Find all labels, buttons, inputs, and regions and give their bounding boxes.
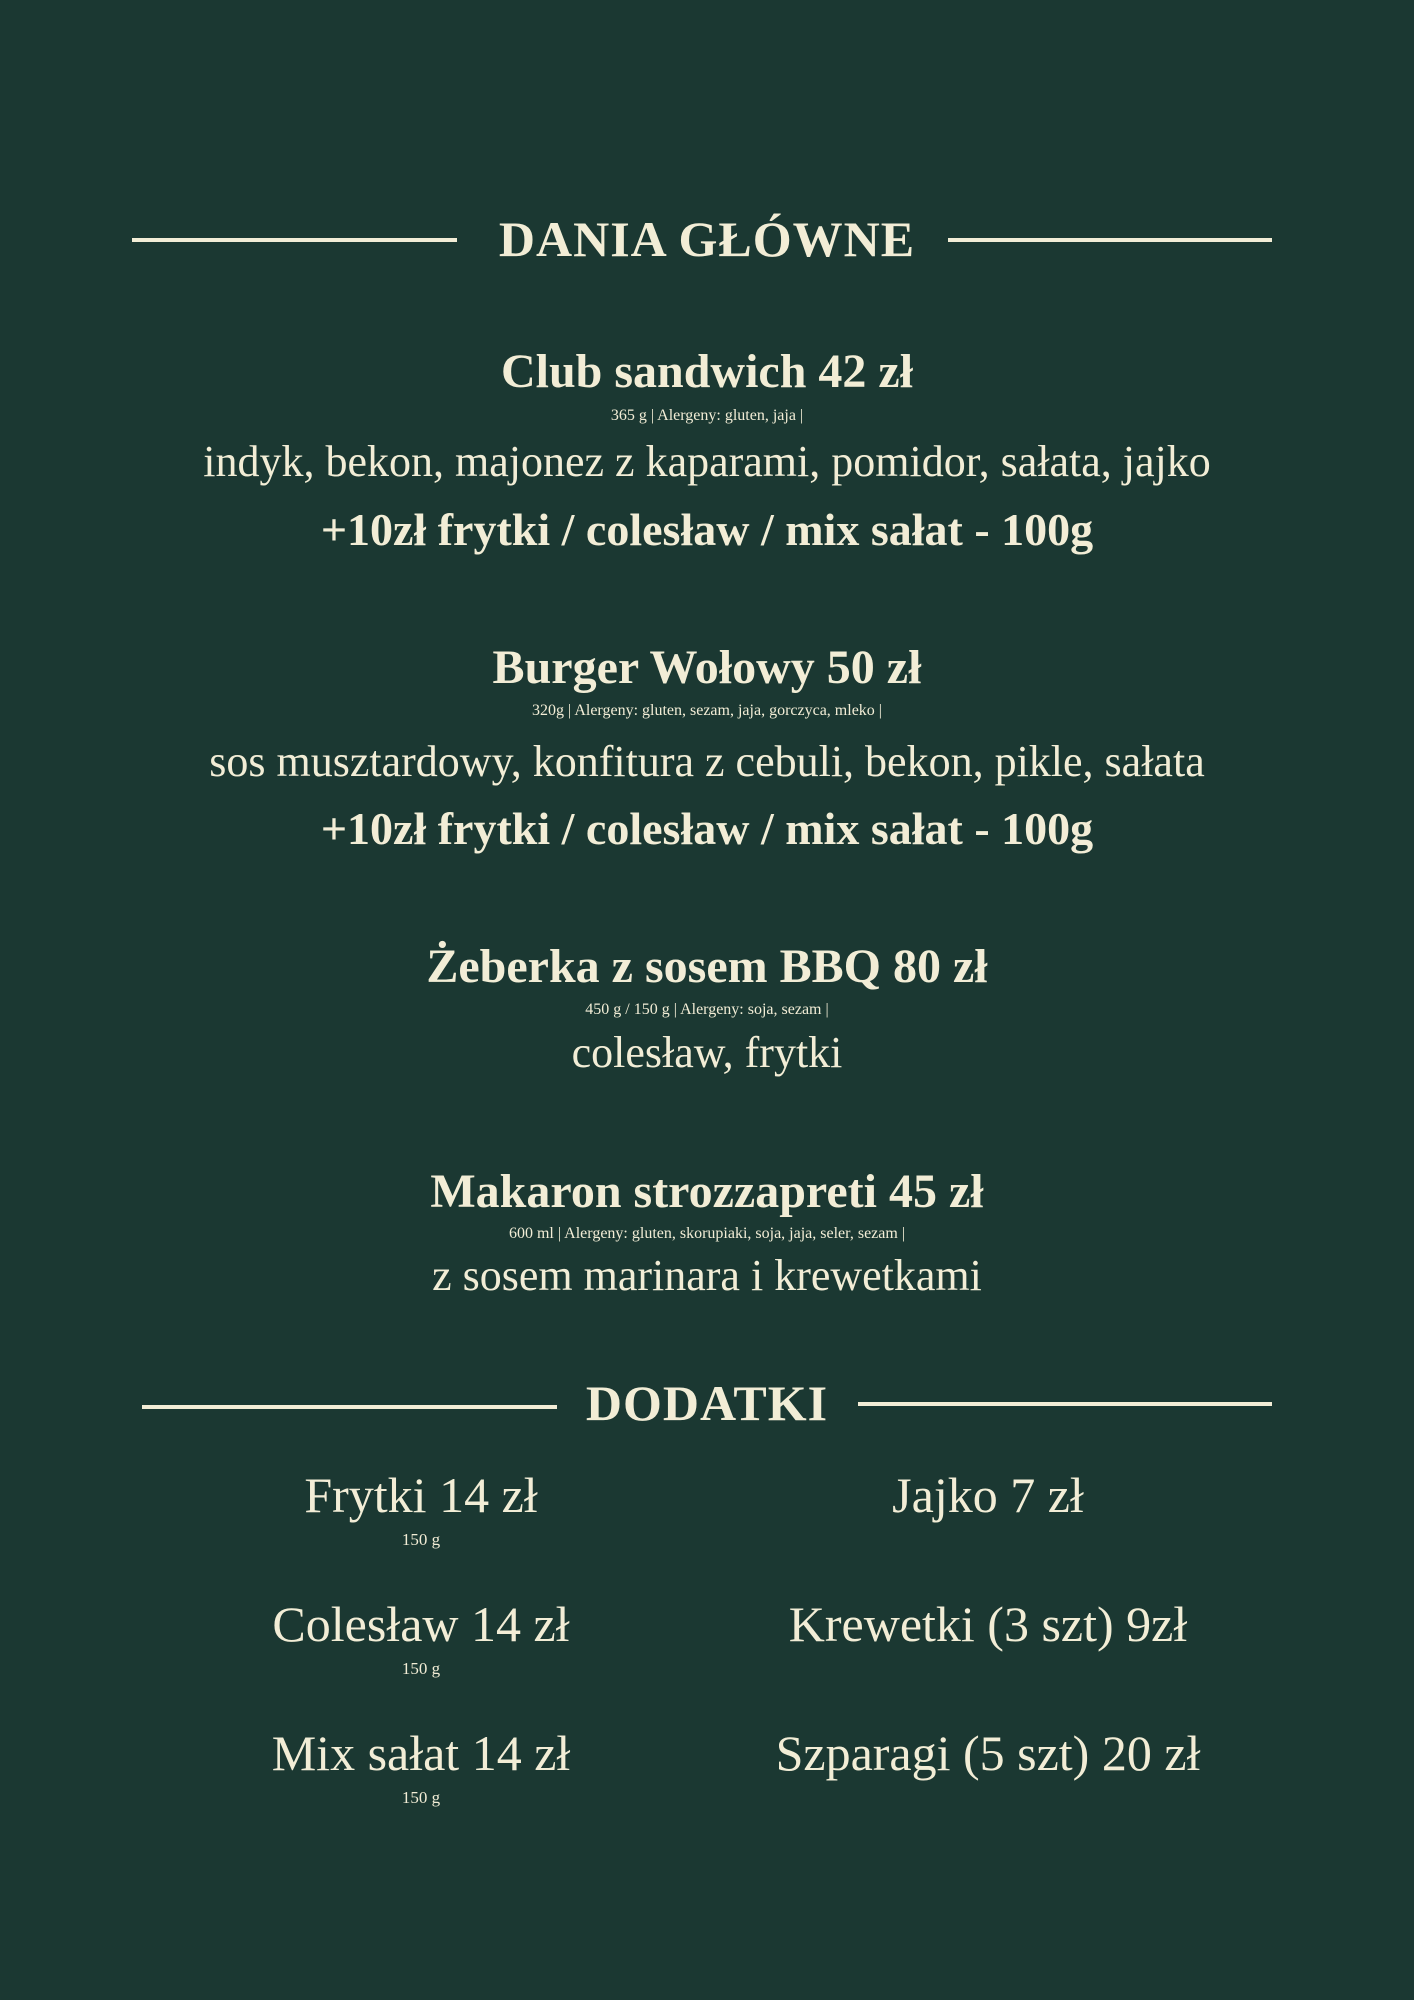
dish-meta: 320g | Alergeny: gluten, sezam, jaja, gorczyca, mleko | [532,702,882,719]
side-item-name: Mix sałat 14 zł [271,1725,571,1781]
dish-description: z sosem marinara i krewetkami [432,1251,982,1300]
side-item-weight: 150 g [401,1530,441,1549]
dish-meta: 365 g | Alergeny: gluten, jaja | [610,407,804,424]
dish-name: Żeberka z sosem BBQ 80 zł [426,940,988,993]
side-item-weight: 150 g [401,1659,441,1678]
dish-description: indyk, bekon, majonez z kaparami, pomidor, sałata, jajko [203,437,1211,486]
side-item-name: Jajko 7 zł [892,1467,1084,1523]
dish-name: Makaron strozzapreti 45 zł [430,1165,984,1218]
dish-name: Burger Wołowy 50 zł [492,641,922,694]
dish-extra: +10zł frytki / colesław / mix sałat - 100g [320,504,1094,555]
dish-extra: +10zł frytki / colesław / mix sałat - 100g [320,803,1094,854]
side-item-name: Szparagi (5 szt) 20 zł [775,1725,1201,1781]
section-title-sides: DODATKI [585,1375,829,1431]
section-title-main: DANIA GŁÓWNE [498,211,916,267]
side-item-name: Krewetki (3 szt) 9zł [788,1596,1188,1652]
side-item-weight: 150 g [401,1788,441,1807]
dish-description: sos musztardowy, konfitura z cebuli, bekon, pikle, sałata [209,737,1205,786]
dish-description: colesław, frytki [571,1028,843,1077]
dish-meta: 600 ml | Alergeny: gluten, skorupiaki, soja, jaja, seler, sezam | [508,1225,906,1242]
side-item-name: Frytki 14 zł [304,1467,538,1523]
dish-name: Club sandwich 42 zł [500,345,914,398]
dish-meta: 450 g / 150 g | Alergeny: soja, sezam | [585,1001,829,1018]
side-item-name: Colesław 14 zł [272,1596,570,1652]
